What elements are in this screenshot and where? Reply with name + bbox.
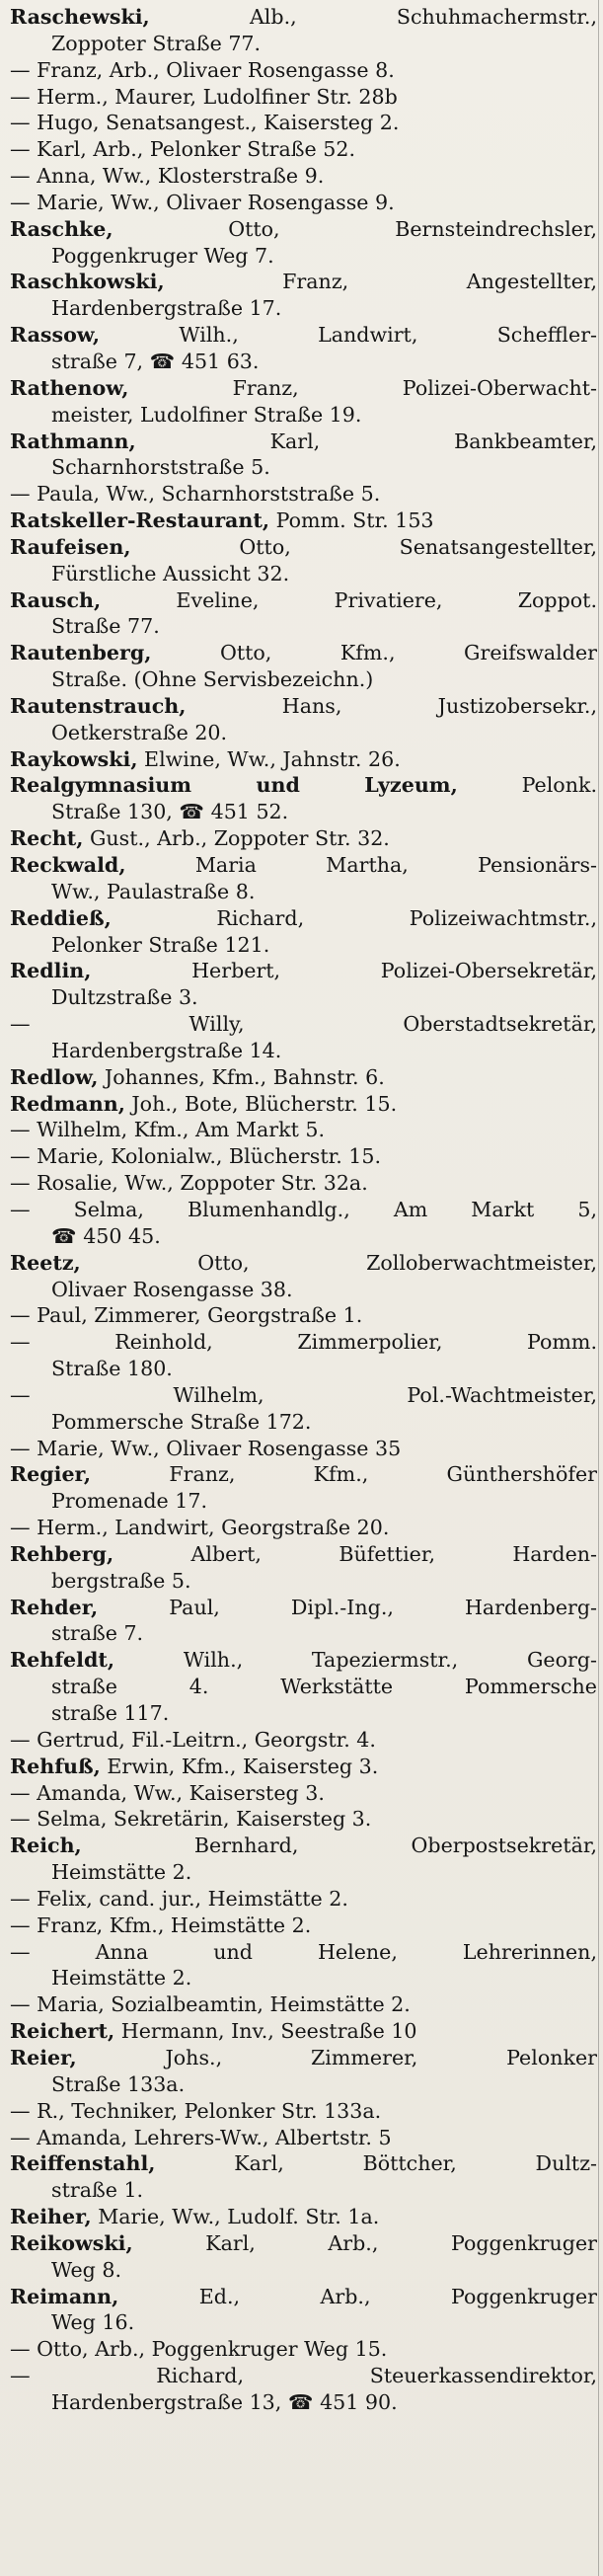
directory-entry (10, 1727, 597, 1754)
directory-entry (10, 163, 597, 190)
entry-line (10, 1409, 597, 1436)
entry-surname: Reiher, (10, 2205, 92, 2229)
directory-entry (10, 2018, 597, 2045)
entry-text: ☎ 450 45. (51, 1223, 161, 1248)
entry-text: — Gertrud, Fil.-Leitrn., Georgstr. 4. (10, 1727, 376, 1752)
entry-line (10, 640, 597, 666)
entry-line (10, 2363, 597, 2389)
entry-surname: Rathenow, (10, 375, 129, 400)
entry-line (10, 243, 597, 270)
entry-line (10, 2257, 597, 2284)
entry-line (10, 1436, 597, 1462)
entry-surname: Reimann, (10, 2284, 119, 2308)
directory-entry (10, 136, 597, 163)
entry-text: Albert, Büfettier, Harden- (190, 1541, 598, 1566)
entry-line (10, 190, 597, 216)
entry-line (10, 1700, 597, 1727)
directory-entry (10, 825, 597, 852)
entry-line (10, 429, 597, 455)
entry-text: Johannes, Kfm., Bahnstr. 6. (104, 1064, 385, 1089)
directory-entry (10, 1886, 597, 1912)
entry-line (10, 2389, 597, 2416)
directory-entry (10, 746, 597, 773)
entry-text: Joh., Bote, Blücherstr. 15. (131, 1091, 398, 1116)
entry-list (10, 4, 597, 2416)
entry-line (10, 295, 597, 322)
entry-text: Ww., Paulastraße 8. (51, 879, 256, 903)
entry-text: meister, Ludolfiner Straße 19. (51, 402, 362, 427)
entry-line (10, 1727, 597, 1754)
entry-surname: Rehberg, (10, 1541, 114, 1566)
entry-text: Bernhard, Oberpostsekretär, (193, 1834, 597, 1858)
entry-line (10, 1250, 597, 1277)
entry-surname: Raschke, (10, 216, 113, 241)
entry-line (10, 1912, 597, 1939)
entry-text: Richard, Polizeiwachtmstr., (216, 905, 597, 930)
entry-line (10, 2018, 597, 2045)
entry-surname: Raufeisen, (10, 534, 131, 559)
entry-line (10, 1461, 597, 1488)
entry-line (10, 799, 597, 825)
entry-surname: Raschkowski, (10, 270, 165, 294)
entry-text: straße 1. (51, 2178, 144, 2203)
entry-surname: Reich, (10, 1834, 82, 1858)
entry-line (10, 1011, 597, 1038)
entry-surname: Reckwald, (10, 853, 126, 877)
entry-line (10, 772, 597, 799)
entry-line (10, 1382, 597, 1409)
directory-entry (10, 2150, 597, 2204)
entry-line (10, 1170, 597, 1197)
entry-text: Maria Martha, Pensionärs- (194, 853, 598, 877)
entry-line (10, 2336, 597, 2363)
entry-surname: Redlow, (10, 1064, 99, 1089)
directory-entry (10, 429, 597, 482)
entry-text: — Marie, Kolonialw., Blücherstr. 15. (10, 1144, 382, 1169)
entry-surname: Rausch, (10, 587, 102, 612)
entry-line (10, 2204, 597, 2230)
entry-text: straße 4. Werkstätte Pommersche (51, 1675, 597, 1699)
directory-entry (10, 772, 597, 825)
entry-text: Weg 8. (51, 2257, 122, 2282)
entry-line (10, 1620, 597, 1647)
directory-entry (10, 905, 597, 959)
entry-text: Karl, Bankbeamter, (269, 429, 598, 453)
entry-text: Pommersche Straße 172. (51, 1409, 312, 1434)
entry-line (10, 4, 597, 31)
directory-entry (10, 481, 597, 507)
directory-entry (10, 1117, 597, 1143)
entry-line (10, 322, 597, 349)
directory-entry (10, 269, 597, 322)
entry-surname: Rassow, (10, 323, 101, 348)
entry-text: Johs., Zimmerer, Pelonker (165, 2045, 597, 2069)
entry-text: Hardenbergstraße 17. (51, 296, 282, 321)
entry-line (10, 984, 597, 1011)
directory-entry (10, 852, 597, 905)
entry-text: — Anna, Ww., Klosterstraße 9. (10, 164, 325, 189)
directory-entry (10, 322, 597, 375)
entry-text: Franz, Polizei-Oberwacht- (232, 375, 598, 400)
entry-line (10, 1965, 597, 1991)
directory-entry (10, 1011, 597, 1064)
entry-text: Straße. (Ohne Servisbezeichn.) (51, 667, 374, 692)
entry-line (10, 1117, 597, 1143)
entry-line (10, 1038, 597, 1064)
entry-line (10, 1674, 597, 1700)
entry-text: — Franz, Kfm., Heimstätte 2. (10, 1912, 312, 1937)
entry-line (10, 1541, 597, 1568)
entry-line (10, 2309, 597, 2336)
entry-text: Hans, Justizobersekr., (281, 693, 598, 718)
entry-line (10, 1833, 597, 1859)
directory-entry (10, 1170, 597, 1197)
entry-text: Pelonker Straße 121. (51, 932, 270, 957)
entry-text: straße 7. (51, 1621, 144, 1646)
directory-entry (10, 1515, 597, 1541)
entry-text: — Paula, Ww., Scharnhorststraße 5. (10, 482, 381, 507)
entry-line (10, 1647, 597, 1674)
entry-surname: Recht, (10, 826, 84, 851)
directory-entry (10, 1197, 597, 1250)
entry-line (10, 1302, 597, 1329)
directory-entry (10, 1595, 597, 1648)
entry-line (10, 31, 597, 57)
entry-text: Marie, Ww., Ludolf. Str. 1a. (98, 2205, 380, 2229)
entry-text: Hardenbergstraße 14. (51, 1038, 282, 1062)
entry-text: Olivaer Rosengasse 38. (51, 1277, 293, 1301)
entry-surname: Rautenstrauch, (10, 693, 187, 718)
entry-text: — Rosalie, Ww., Zoppoter Str. 32a. (10, 1171, 368, 1196)
entry-text: — Selma, Blumenhandlg., Am Markt 5, (10, 1197, 597, 1221)
entry-text: — Marie, Ww., Olivaer Rosengasse 35 (10, 1436, 402, 1460)
entry-text: Karl, Arb., Poggenkruger (205, 2230, 597, 2255)
entry-line (10, 852, 597, 879)
entry-line (10, 958, 597, 984)
entry-text: — Maria, Sozialbeamtin, Heimstätte 2. (10, 1992, 411, 2017)
entry-text: — R., Techniker, Pelonker Str. 133a. (10, 2098, 382, 2123)
entry-line (10, 587, 597, 614)
entry-text: straße 117. (51, 1701, 170, 1725)
entry-line (10, 1595, 597, 1621)
directory-entry (10, 1436, 597, 1462)
entry-line (10, 561, 597, 587)
directory-entry (10, 1329, 597, 1382)
entry-line (10, 534, 597, 561)
directory-entry (10, 1461, 597, 1515)
entry-surname: Redmann, (10, 1091, 125, 1116)
entry-line (10, 2071, 597, 2098)
directory-entry (10, 1064, 597, 1091)
entry-surname: Reichert, (10, 2019, 115, 2044)
entry-line (10, 666, 597, 693)
entry-text: Otto, Bernsteindrechsler, (228, 216, 597, 241)
entry-text: Wilh., Landwirt, Scheffler- (179, 323, 597, 348)
entry-line (10, 1488, 597, 1515)
directory-entry (10, 958, 597, 1011)
entry-line (10, 1329, 597, 1356)
entry-text: — Wilhelm, Kfm., Am Markt 5. (10, 1118, 326, 1142)
entry-text: — Herm., Landwirt, Georgstraße 20. (10, 1516, 390, 1540)
entry-surname: Raschewski, (10, 5, 150, 29)
entry-line (10, 84, 597, 111)
directory-entry (10, 1143, 597, 1170)
directory-entry (10, 190, 597, 216)
directory-entry (10, 640, 597, 693)
entry-line (10, 2177, 597, 2204)
entry-line (10, 507, 597, 534)
entry-text: Otto, Zolloberwachtmeister, (197, 1250, 598, 1275)
entry-text: Straße 130, ☎ 451 52. (51, 800, 289, 824)
entry-line (10, 1780, 597, 1807)
entry-line (10, 1886, 597, 1912)
entry-surname: Rehfeldt, (10, 1648, 115, 1673)
entry-line (10, 2230, 597, 2257)
directory-entry (10, 1780, 597, 1807)
directory-entry (10, 2363, 597, 2416)
entry-line (10, 693, 597, 720)
entry-text: — Richard, Steuerkassendirektor, (10, 2364, 597, 2388)
entry-line (10, 136, 597, 163)
entry-line (10, 1806, 597, 1833)
entry-line (10, 905, 597, 932)
entry-text: — Paul, Zimmerer, Georgstraße 1. (10, 1303, 363, 1328)
entry-line (10, 1277, 597, 1303)
entry-text: Heimstätte 2. (51, 1966, 192, 1991)
entry-text: Wilh., Tapeziermstr., Georg- (183, 1648, 598, 1673)
entry-text: Pomm. Str. 153 (275, 508, 434, 533)
directory-entry (10, 507, 597, 534)
entry-line (10, 349, 597, 375)
entry-text: Straße 180. (51, 1357, 173, 1381)
entry-surname: Reiffenstahl, (10, 2151, 156, 2176)
directory-entry (10, 2098, 597, 2125)
directory-entry (10, 2284, 597, 2337)
directory-entry (10, 2204, 597, 2230)
entry-text: — Herm., Maurer, Ludolfiner Str. 28b (10, 84, 398, 109)
directory-entry (10, 84, 597, 111)
entry-text: Scharnhorststraße 5. (51, 455, 270, 480)
entry-line (10, 1223, 597, 1250)
entry-text: — Felix, cand. jur., Heimstätte 2. (10, 1886, 348, 1911)
entry-line (10, 1568, 597, 1595)
entry-text: Straße 133a. (51, 2071, 186, 2096)
entry-text: — Wilhelm, Pol.-Wachtmeister, (10, 1382, 597, 1407)
entry-surname: Reddieß, (10, 905, 112, 930)
entry-line (10, 163, 597, 190)
entry-surname: Rehder, (10, 1595, 99, 1619)
directory-entry (10, 57, 597, 84)
entry-text: straße 7, ☎ 451 63. (51, 349, 260, 373)
entry-surname: Reier, (10, 2045, 77, 2069)
column-rule (598, 0, 599, 2576)
entry-text: Gust., Arb., Zoppoter Str. 32. (89, 826, 390, 851)
directory-entry (10, 1382, 597, 1436)
directory-entry (10, 534, 597, 587)
entry-text: — Anna und Helene, Lehrerinnen, (10, 1939, 597, 1964)
entry-line (10, 2284, 597, 2310)
entry-text: Straße 77. (51, 614, 160, 639)
directory-entry (10, 2336, 597, 2363)
entry-text: Otto, Senatsangestellter, (239, 534, 598, 559)
entry-text: Promenade 17. (51, 1489, 208, 1514)
entry-line (10, 375, 597, 402)
directory-entry (10, 1250, 597, 1303)
entry-text: Heimstätte 2. (51, 1860, 192, 1885)
entry-surname: Regier, (10, 1462, 92, 1487)
entry-surname: Ratskeller-Restaurant, (10, 508, 270, 533)
entry-line (10, 402, 597, 429)
entry-text: Weg 16. (51, 2310, 135, 2335)
entry-line (10, 1091, 597, 1118)
entry-line (10, 2150, 597, 2177)
entry-line (10, 216, 597, 243)
directory-entry (10, 110, 597, 136)
entry-text: Hermann, Inv., Seestraße 10 (120, 2019, 417, 2044)
directory-entry (10, 2230, 597, 2284)
entry-line (10, 613, 597, 640)
entry-text: Alb., Schuhmachermstr., (249, 5, 597, 29)
entry-line (10, 1515, 597, 1541)
entry-text: Paul, Dipl.-Ing., Hardenberg- (169, 1595, 598, 1619)
directory-entry (10, 587, 597, 641)
entry-text: Pelonk. (521, 773, 597, 798)
entry-text: Eveline, Privatiere, Zoppot. (176, 587, 597, 612)
entry-line (10, 879, 597, 905)
entry-surname: Realgymnasium und Lyzeum, (10, 773, 458, 798)
entry-surname: Rathmann, (10, 429, 136, 453)
entry-text: — Amanda, Lehrers-Ww., Albertstr. 5 (10, 2125, 392, 2149)
entry-line (10, 454, 597, 481)
entry-text: Zoppoter Straße 77. (51, 31, 262, 55)
entry-text: Oetkerstraße 20. (51, 720, 228, 744)
directory-entry (10, 1647, 597, 1727)
entry-text: Ed., Arb., Poggenkruger (198, 2284, 597, 2308)
entry-text: — Otto, Arb., Poggenkruger Weg 15. (10, 2337, 388, 2362)
entry-text: Elwine, Ww., Jahnstr. 26. (144, 746, 401, 771)
entry-text: Herbert, Polizei-Obersekretär, (191, 959, 597, 983)
entry-line (10, 2125, 597, 2151)
directory-entry (10, 1541, 597, 1595)
entry-line (10, 110, 597, 136)
entry-surname: Reetz, (10, 1250, 81, 1275)
entry-line (10, 269, 597, 295)
entry-text: Franz, Kfm., Günthershöfer (169, 1462, 597, 1487)
entry-text: Franz, Angestellter, (282, 270, 598, 294)
entry-line (10, 1143, 597, 1170)
entry-line (10, 57, 597, 84)
entry-surname: Redlin, (10, 959, 92, 983)
directory-entry (10, 216, 597, 270)
entry-line (10, 1197, 597, 1223)
entry-text: — Marie, Ww., Olivaer Rosengasse 9. (10, 190, 395, 214)
entry-line (10, 720, 597, 746)
entry-text: Otto, Kfm., Greifswalder (219, 641, 597, 665)
entry-text: Karl, Böttcher, Dultz- (234, 2151, 598, 2176)
entry-text: — Reinhold, Zimmerpolier, Pomm. (10, 1330, 597, 1355)
entry-text: — Karl, Arb., Pelonker Straße 52. (10, 137, 356, 162)
directory-entry (10, 1806, 597, 1833)
entry-text: Poggenkruger Weg 7. (51, 243, 274, 268)
entry-line (10, 1754, 597, 1780)
directory-entry (10, 1302, 597, 1329)
directory-entry (10, 1754, 597, 1780)
directory-entry (10, 1833, 597, 1886)
entry-line (10, 1939, 597, 1966)
entry-surname: Rehfuß, (10, 1754, 101, 1778)
entry-line (10, 1991, 597, 2018)
directory-entry (10, 693, 597, 746)
directory-entry (10, 2125, 597, 2151)
directory-entry (10, 2045, 597, 2098)
entry-text: — Franz, Arb., Olivaer Rosengasse 8. (10, 57, 395, 82)
entry-line (10, 1064, 597, 1091)
entry-text: — Hugo, Senatsangest., Kaisersteg 2. (10, 111, 400, 135)
directory-entry (10, 1912, 597, 1939)
entry-line (10, 825, 597, 852)
entry-line (10, 1859, 597, 1886)
entry-surname: Raykowski, (10, 746, 138, 771)
entry-line (10, 746, 597, 773)
entry-line (10, 932, 597, 959)
entry-text: — Amanda, Ww., Kaisersteg 3. (10, 1780, 325, 1805)
entry-line (10, 1356, 597, 1382)
directory-entry (10, 4, 597, 57)
entry-line (10, 2045, 597, 2071)
entry-text: Hardenbergstraße 13, ☎ 451 90. (51, 2389, 398, 2414)
directory-entry (10, 375, 597, 429)
entry-surname: Rautenberg, (10, 641, 152, 665)
directory-entry (10, 1091, 597, 1118)
entry-text: — Willy, Oberstadtsekretär, (10, 1012, 597, 1037)
entry-line (10, 481, 597, 507)
entry-line (10, 2098, 597, 2125)
entry-text: Erwin, Kfm., Kaisersteg 3. (107, 1754, 379, 1778)
entry-text: bergstraße 5. (51, 1568, 191, 1593)
entry-text: Fürstliche Aussicht 32. (51, 561, 290, 585)
entry-surname: Reikowski, (10, 2230, 133, 2255)
entry-text: Dultzstraße 3. (51, 985, 198, 1010)
directory-entry (10, 1939, 597, 1992)
directory-entry (10, 1991, 597, 2018)
entry-text: — Selma, Sekretärin, Kaisersteg 3. (10, 1807, 372, 1832)
